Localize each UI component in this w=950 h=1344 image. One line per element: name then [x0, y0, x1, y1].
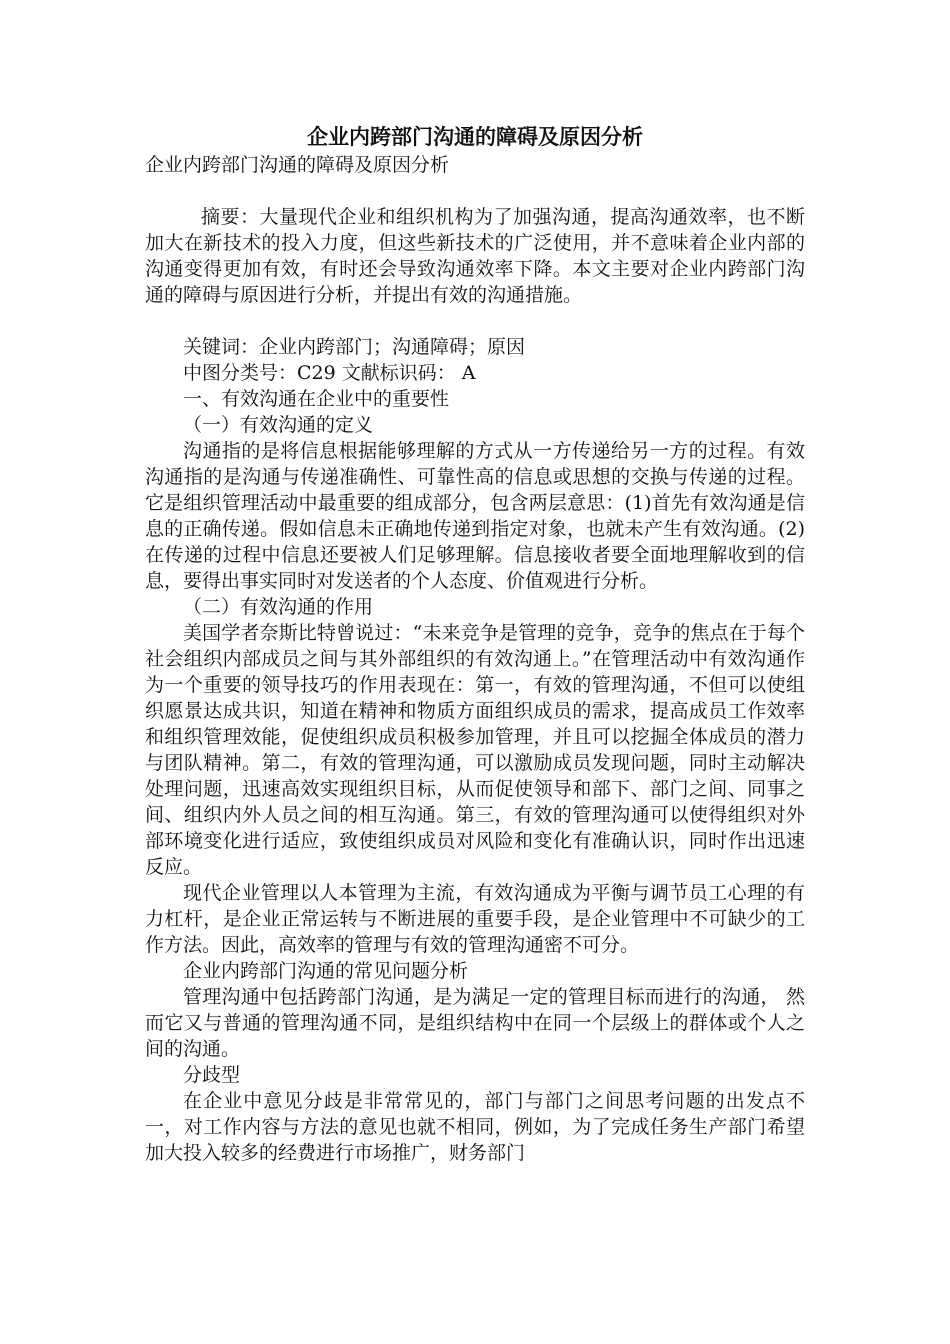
document-page: [145, 122, 805, 1166]
abstract-paragraph: 摘要：大量现代企业和组织机构为了加强沟通，提高沟通效率，也不断加大在新技术的投入力度，但这些新技术的广泛使用，并不意味着企业内部的沟通变得更加有效，有时还会导致沟通效率下降。本文主要对企业内跨部门沟通的障碍与原因进行分析，并提出有效的沟通措施。: [145, 206, 805, 306]
body-paragraph-2: 美国学者奈斯比特曾说过：“未来竞争是管理的竞争，竞争的焦点在于每个社会组织内部成员之间与其外部组织的有效沟通上。”在管理活动中有效沟通作为一个重要的领导技巧的作用表现在：第一，有效的管理沟通，不但可以使组织愿景达成共识，知道在精神和物质方面组织成员的需求，提高成员工作效率和组织管理效能，促使组织成员积极参加管理，并且可以挖掘全体成员的潜力与团队精神。第二，有效的管理沟通，可以激励成员发现问题，同时主动解决处理问题，迅速高效实现组织目标，从而促使领导和部下、部门之间、同事之间、组织内外人员之间的相互沟通。第三，有效的管理沟通可以使得组织对外部环境变化进行适应，致使组织成员对风险和变化有准确认识，同时作出迅速反应。: [145, 622, 805, 878]
section-heading-1: 一、有效沟通在企业中的重要性: [183, 388, 450, 410]
subsection-heading-1: （一）有效沟通的定义: [183, 414, 374, 436]
spacer: [145, 178, 805, 204]
subsection-heading-2: （二）有效沟通的作用: [183, 596, 374, 618]
body-paragraph-1: 沟通指的是将信息根据能够理解的方式从一方传递给另一方的过程。有效沟通指的是沟通与传递准确性、可靠性高的信息或思想的交换与传递的过程。它是组织管理活动中最重要的组成部分，包含两层意思：(1)首先有效沟通是信息的正确传递。假如信息未正确地传递到指定对象，也就未产生有效沟通。(2)在传递的过程中信息还要被人们足够理解。信息接收者要全面地理解收到的信息，要得出事实同时对发送者的个人态度、价值观进行分析。: [145, 440, 805, 592]
document-title: 企业内跨部门沟通的障碍及原因分析: [307, 124, 643, 149]
body-paragraph-5: 在企业中意见分歧是非常常见的，部门与部门之间思考问题的出发点不一，对工作内容与方法的意见也就不相同，例如，为了完成任务生产部门希望加大投入较多的经费进行市场推广，财务部门: [145, 1090, 805, 1164]
body-paragraph-3: 现代企业管理以人本管理为主流，有效沟通成为平衡与调节员工心理的有力杠杆，是企业正常运转与不断进展的重要手段，是企业管理中不可缺少的工作方法。因此，高效率的管理与有效的管理沟通密不可分。: [145, 882, 805, 956]
section-heading-2: 企业内跨部门沟通的常见问题分析: [183, 960, 469, 982]
keywords-line: 关键词：企业内跨部门；沟通障碍；原因: [183, 336, 526, 358]
document-subtitle: 企业内跨部门沟通的障碍及原因分析: [145, 154, 450, 176]
classification-line: 中图分类号：C29 文献标识码： A: [183, 362, 476, 384]
subsection-heading-3: 分歧型: [183, 1064, 241, 1086]
body-paragraph-4: 管理沟通中包括跨部门沟通，是为满足一定的管理目标而进行的沟通， 然而它又与普通的管理沟通不同，是组织结构中在同一个层级上的群体或个人之间的沟通。: [145, 986, 805, 1060]
spacer: [145, 308, 805, 334]
